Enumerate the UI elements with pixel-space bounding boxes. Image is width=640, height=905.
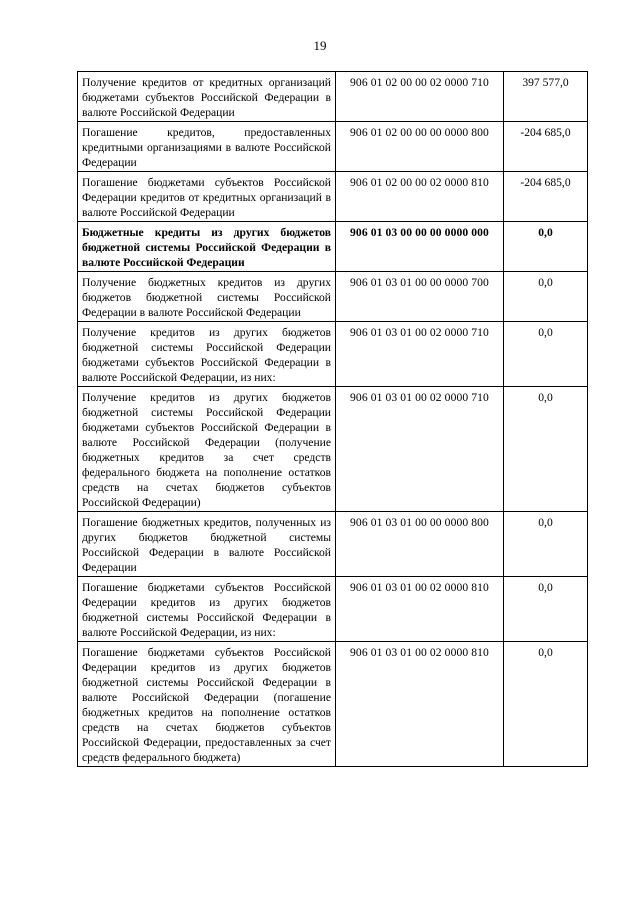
row-amount-cell: -204 685,0 (504, 172, 588, 222)
row-name-cell: Погашение бюджетами субъектов Российской Федерации кредитов из других бюджетов бюджетной системы Российской Федерации в валюте Российской Федерации (погашение бюджетных кредитов на пополнение остатков средств на счетах бюджетов субъектов Российской Федерации, предоставленных за счет средств федерального бюджета) (78, 642, 336, 767)
table-row (78, 172, 588, 222)
budget-sources-table (77, 71, 588, 767)
row-amount-cell: -204 685,0 (504, 122, 588, 172)
row-amount-cell: 0,0 (504, 272, 588, 322)
row-code-cell: 906 01 02 00 00 02 0000 710 (336, 72, 504, 122)
row-name-cell: Погашение кредитов, предоставленных кредитными организациями в валюте Российской Федерации (78, 122, 336, 172)
row-name-cell: Погашение бюджетами субъектов Российской Федерации кредитов из других бюджетов бюджетной системы Российской Федерации в валюте Российской Федерации, из них: (78, 577, 336, 642)
row-name-cell: Бюджетные кредиты из других бюджетов бюджетной системы Российской Федерации в валюте Российской Федерации (78, 222, 336, 272)
row-code-cell: 906 01 03 01 00 02 0000 810 (336, 642, 504, 767)
table-row (78, 272, 588, 322)
row-name-cell: Получение кредитов из других бюджетов бюджетной системы Российской Федерации бюджетами субъектов Российской Федерации в валюте Российской Федерации (получение бюджетных кредитов за счет средств федерального бюджета на пополнение остатков средств на счетах бюджетов субъектов Российской Федерации) (78, 387, 336, 512)
row-amount-cell: 0,0 (504, 387, 588, 512)
row-amount-cell: 0,0 (504, 577, 588, 642)
table-row-section-header (78, 222, 588, 272)
table-row (78, 322, 588, 387)
row-code-cell: 906 01 03 01 00 00 0000 700 (336, 272, 504, 322)
row-amount-cell: 0,0 (504, 512, 588, 577)
row-name-cell: Получение бюджетных кредитов из других бюджетов бюджетной системы Российской Федерации в валюте Российской Федерации (78, 272, 336, 322)
row-name-cell: Погашение бюджетами субъектов Российской Федерации кредитов от кредитных организаций в валюте Российской Федерации (78, 172, 336, 222)
table-row (78, 387, 588, 512)
page-number: 19 (313, 38, 327, 53)
row-amount-cell: 0,0 (504, 222, 588, 272)
row-code-cell: 906 01 02 00 00 02 0000 810 (336, 172, 504, 222)
row-name-cell: Погашение бюджетных кредитов, полученных из других бюджетов бюджетной системы Российской Федерации в валюте Российской Федерации (78, 512, 336, 577)
row-name-cell: Получение кредитов из других бюджетов бюджетной системы Российской Федерации бюджетами субъектов Российской Федерации в валюте Российской Федерации, из них: (78, 322, 336, 387)
table-row (78, 122, 588, 172)
table-row (78, 577, 588, 642)
row-amount-cell: 0,0 (504, 322, 588, 387)
row-code-cell: 906 01 03 01 00 00 0000 800 (336, 512, 504, 577)
row-code-cell: 906 01 02 00 00 00 0000 800 (336, 122, 504, 172)
row-amount-cell: 0,0 (504, 642, 588, 767)
row-code-cell: 906 01 03 01 00 02 0000 810 (336, 577, 504, 642)
row-amount-cell: 397 577,0 (504, 72, 588, 122)
row-name-cell: Получение кредитов от кредитных организаций бюджетами субъектов Российской Федерации в валюте Российской Федерации (78, 72, 336, 122)
table-row (78, 72, 588, 122)
table-row (78, 642, 588, 767)
row-code-cell: 906 01 03 01 00 02 0000 710 (336, 387, 504, 512)
row-code-cell: 906 01 03 01 00 02 0000 710 (336, 322, 504, 387)
table-row (78, 512, 588, 577)
row-code-cell: 906 01 03 00 00 00 0000 000 (336, 222, 504, 272)
